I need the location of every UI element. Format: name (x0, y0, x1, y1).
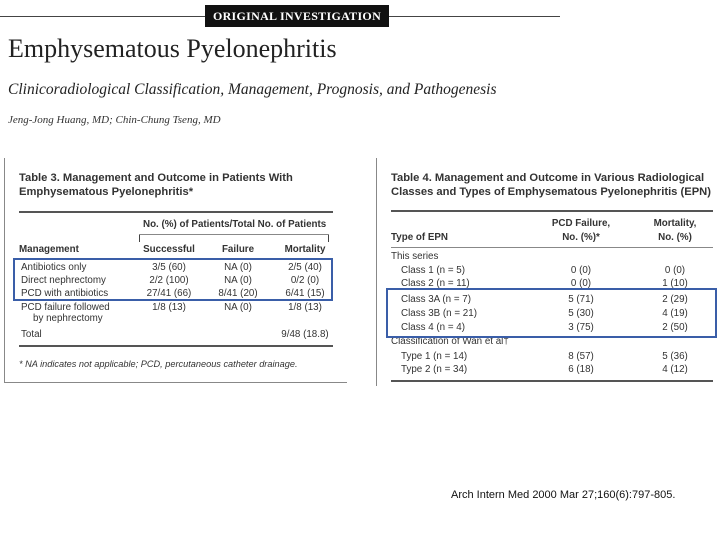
table-4-col-pcd-unit: No. (%)* (562, 232, 600, 243)
table-4-cell: 3 (75) (568, 322, 594, 333)
table-4-cell: 6 (18) (568, 364, 594, 375)
table-4-cell: 5 (36) (662, 351, 688, 362)
table-4-bottom-rule (391, 380, 713, 382)
table-3-cell: 2/5 (40) (288, 262, 322, 273)
table-3-cell: 0/2 (0) (290, 275, 320, 286)
table-3-group-rule (139, 234, 329, 235)
table-3-bottom-rule (19, 345, 333, 347)
table-4-cell: Classification of Wan et al† (391, 336, 509, 347)
table-4-cell: Class 3A (n = 7) (401, 294, 471, 305)
table-3-cell: Antibiotics only (21, 262, 87, 273)
table-4-col-type: Type of EPN (391, 232, 448, 243)
table-3-cell: 1/8 (13) (152, 302, 186, 313)
table-4-title-line1: Table 4. Management and Outcome in Various Radiological (391, 172, 705, 184)
article-title: Emphysematous Pyelonephritis (8, 34, 337, 63)
table-3-cell: Total (21, 329, 42, 340)
table-3-bracket-left (139, 234, 140, 242)
table-3-highlight-box (13, 258, 333, 301)
table-3-col-mortality: Mortality (284, 244, 326, 255)
article-authors: Jeng-Jong Huang, MD; Chin-Chung Tseng, MD (8, 114, 221, 126)
table-4-header-rule (391, 247, 713, 248)
table-3-cell: 9/48 (18.8) (281, 329, 329, 340)
table-4-cell: Type 1 (n = 14) (401, 351, 468, 362)
table-3-bracket-right (328, 234, 329, 242)
table-4-cell: Class 2 (n = 11) (401, 278, 470, 289)
table-3-cell: PCD with antibiotics (21, 288, 109, 299)
table-3-top-rule (19, 211, 333, 213)
table-4-title-line2: Classes and Types of Emphysematous Pyelonephritis (EPN) (391, 186, 711, 198)
table-4 (376, 158, 719, 386)
table-4-cell: 5 (71) (568, 294, 594, 305)
table-3-cell: 2/2 (100) (149, 275, 189, 286)
table-4-cell: 0 (0) (664, 265, 686, 276)
table-4-cell: 5 (30) (568, 308, 594, 319)
table-4-cell: 0 (0) (570, 265, 592, 276)
table-4-cell: Class 3B (n = 21) (401, 308, 477, 319)
table-3-cell: 27/41 (66) (146, 288, 192, 299)
article-subtitle: Clinicoradiological Classification, Management, Prognosis, and Pathogenesis (8, 81, 497, 98)
table-3-footnote: * NA indicates not applicable; PCD, percutaneous catheter drainage. (19, 359, 298, 369)
table-3-col-management: Management (19, 244, 79, 255)
table-4-cell: 1 (10) (662, 278, 688, 289)
table-4-cell: 2 (29) (662, 294, 688, 305)
table-3-cell: by nephrectomy (33, 313, 103, 324)
table-4-cell: This series (391, 251, 439, 262)
table-4-highlight-box (386, 288, 717, 338)
table-4-cell: 8 (57) (568, 351, 594, 362)
table-3-cell: 6/41 (15) (285, 288, 325, 299)
table-3-cell: 1/8 (13) (288, 302, 322, 313)
table-3-col-successful: Successful (143, 244, 195, 255)
table-3-cell: NA (0) (224, 302, 252, 313)
table-4-top-rule (391, 210, 713, 212)
table-3-cell: PCD failure followed (21, 302, 110, 313)
table-3-group-header: No. (%) of Patients/Total No. of Patients (143, 219, 327, 230)
table-4-cell: 4 (19) (662, 308, 688, 319)
table-3-cell: 8/41 (20) (218, 288, 258, 299)
table-3-cell: Direct nephrectomy (21, 275, 106, 286)
table-3-cell: NA (0) (224, 275, 252, 286)
table-3-cell: NA (0) (224, 262, 252, 273)
table-4-cell: Class 4 (n = 4) (401, 322, 465, 333)
table-4-cell: Type 2 (n = 34) (401, 364, 468, 375)
table-4-col-pcd: PCD Failure, (551, 218, 611, 229)
table-3-cell: 3/5 (60) (152, 262, 186, 273)
section-label: ORIGINAL INVESTIGATION (205, 5, 389, 27)
table-4-cell: 0 (0) (570, 278, 592, 289)
table-4-cell: 4 (12) (662, 364, 688, 375)
table-4-col-mortality: Mortality, (653, 218, 697, 229)
table-3-title-line1: Table 3. Management and Outcome in Patients With (19, 172, 293, 184)
table-4-col-mortality-unit: No. (%) (658, 232, 692, 243)
citation: Arch Intern Med 2000 Mar 27;160(6):797-805. (451, 489, 676, 501)
table-3 (4, 158, 347, 383)
table-3-col-failure: Failure (221, 244, 255, 255)
table-4-cell: Class 1 (n = 5) (401, 265, 465, 276)
table-4-cell: 2 (50) (662, 322, 688, 333)
table-3-title-line2: Emphysematous Pyelonephritis* (19, 186, 194, 198)
